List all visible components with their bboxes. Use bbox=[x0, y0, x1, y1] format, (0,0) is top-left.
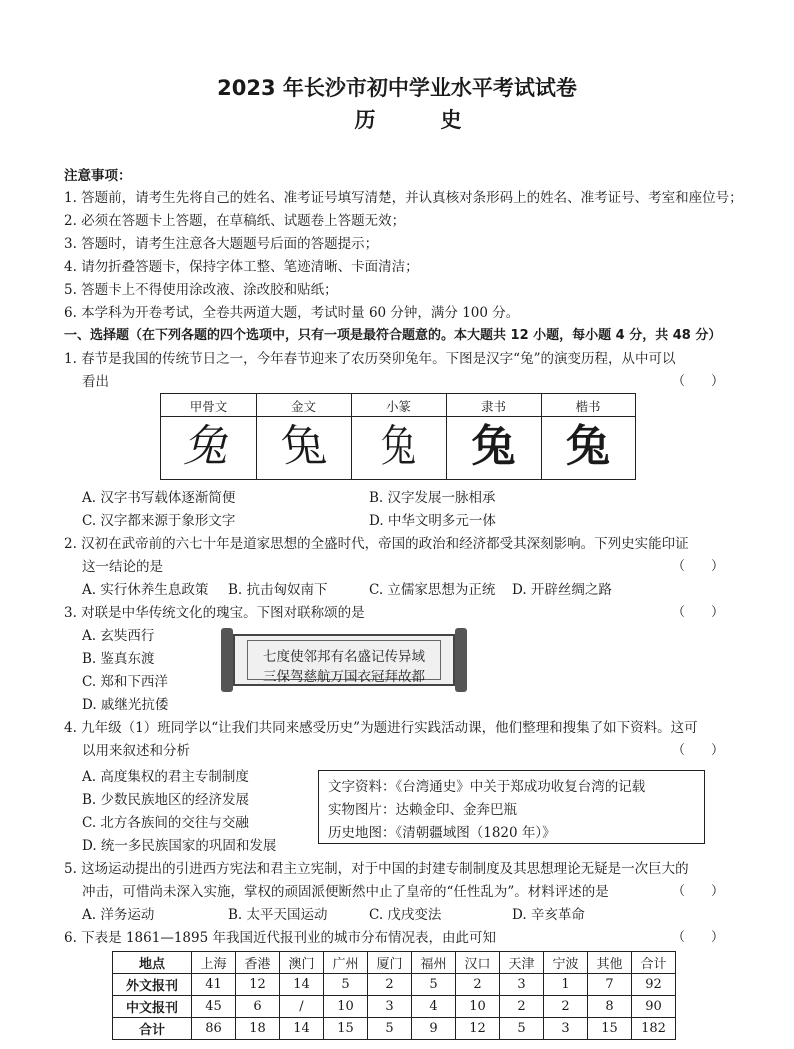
table-cell: 5 bbox=[324, 974, 368, 996]
table-header-cell: 汉口 bbox=[456, 952, 500, 974]
table-cell: 90 bbox=[632, 996, 676, 1018]
scroll-paper bbox=[233, 634, 455, 686]
regular-glyph: 兔 bbox=[566, 421, 610, 472]
q5-option-a[interactable]: A. 洋务运动 bbox=[82, 907, 155, 923]
table-cell: 10 bbox=[324, 996, 368, 1018]
q2-option-d[interactable]: D. 开辟丝绸之路 bbox=[512, 582, 612, 598]
table-cell: 2 bbox=[544, 996, 588, 1018]
table-header-cell: 其他 bbox=[588, 952, 632, 974]
q1-option-d[interactable]: D. 中华文明多元一体 bbox=[369, 513, 496, 529]
table-header-cell: 天津 bbox=[500, 952, 544, 974]
exam-title: 2023 年长沙市初中学业水平考试试卷 bbox=[217, 76, 577, 100]
q2-stem-line2: 这一结论的是 bbox=[82, 559, 163, 575]
table-header-cell: 地点 bbox=[113, 952, 192, 974]
seal-glyph: 兔 bbox=[380, 421, 417, 472]
notice-heading: 注意事项： bbox=[64, 168, 132, 184]
oracle-glyph: 兔 bbox=[180, 421, 237, 472]
clerical-glyph: 兔 bbox=[471, 421, 516, 472]
scroll-rod-right bbox=[455, 628, 467, 692]
q2-option-a[interactable]: A. 实行休养生息政策 bbox=[82, 582, 209, 598]
material-text-source: 文字资料：《台湾通史》中关于郑成功收复台湾的记载 bbox=[328, 779, 646, 795]
answer-paren: （ ） bbox=[672, 605, 725, 620]
q1-stem-line1: 1. 春节是我国的传统节日之一，今年春节迎来了农历癸卯兔年。下图是汉字“兔”的演变历程，从中可以 bbox=[64, 351, 676, 367]
table-cell: 41 bbox=[192, 974, 236, 996]
table-cell: 5 bbox=[368, 1018, 412, 1040]
scroll-border bbox=[247, 640, 441, 685]
script-label-seal: 小篆 bbox=[385, 399, 411, 414]
q1-option-c[interactable]: C. 汉字都来源于象形文字 bbox=[82, 513, 236, 529]
subject-title: 历 史 bbox=[354, 108, 484, 132]
table-cell: 1 bbox=[544, 974, 588, 996]
table-cell: 5 bbox=[412, 974, 456, 996]
script-label-bronze: 金文 bbox=[290, 399, 316, 414]
q5-stem-line2: 冲击，可惜尚未深入实施，掌权的顽固派便断然中止了皇帝的“任性乱为”。材料评述的是 bbox=[82, 884, 609, 900]
answer-paren: （ ） bbox=[672, 930, 725, 945]
q3-option-b[interactable]: B. 鉴真东渡 bbox=[82, 651, 155, 667]
q1-stem-line2: 看出 bbox=[82, 374, 109, 390]
table-cell: 3 bbox=[368, 996, 412, 1018]
table-row-label: 外文报刊 bbox=[113, 974, 192, 996]
table-cell: 2 bbox=[500, 996, 544, 1018]
table-cell: 2 bbox=[368, 974, 412, 996]
q4-option-c[interactable]: C. 北方各族间的交往与交融 bbox=[82, 815, 249, 831]
table-row-label: 合计 bbox=[113, 1018, 192, 1040]
notice-item: 3. 答题时，请考生注意各大题题号后面的答题提示； bbox=[64, 236, 379, 252]
table-cell: 15 bbox=[588, 1018, 632, 1040]
table-row bbox=[113, 996, 676, 1018]
table-cell: 18 bbox=[236, 1018, 280, 1040]
q5-option-b[interactable]: B. 太平天国运动 bbox=[228, 907, 328, 923]
q5-option-d[interactable]: D. 辛亥革命 bbox=[512, 907, 585, 923]
table-header-cell: 厦门 bbox=[368, 952, 412, 974]
q4-option-a[interactable]: A. 高度集权的君主专制制度 bbox=[82, 769, 249, 785]
table-cell: 5 bbox=[500, 1018, 544, 1040]
notice-item: 5. 答题卡上不得使用涂改液、涂改胶和贴纸； bbox=[64, 282, 338, 298]
table-header-cell: 广州 bbox=[324, 952, 368, 974]
table-cell: / bbox=[280, 996, 324, 1018]
section-heading: 一、选择题（在下列各题的四个选项中，只有一项是最符合题意的。本大题共 12 小题，每小题 4 分，共 48 分） bbox=[64, 328, 722, 343]
q2-option-b[interactable]: B. 抗击匈奴南下 bbox=[228, 582, 328, 598]
table-cell: 6 bbox=[236, 996, 280, 1018]
table-cell: 45 bbox=[192, 996, 236, 1018]
table-header-cell: 香港 bbox=[236, 952, 280, 974]
table-cell: 182 bbox=[632, 1018, 676, 1040]
table-header-row bbox=[113, 952, 676, 974]
answer-paren: （ ） bbox=[672, 743, 725, 758]
q3-stem: 3. 对联是中华传统文化的瑰宝。下图对联称颂的是 bbox=[64, 605, 365, 621]
q3-option-c[interactable]: C. 郑和下西洋 bbox=[82, 674, 168, 690]
table-cell: 86 bbox=[192, 1018, 236, 1040]
q3-option-a[interactable]: A. 玄奘西行 bbox=[82, 628, 155, 644]
bronze-glyph: 兔 bbox=[277, 421, 330, 472]
q4-option-d[interactable]: D. 统一多民族国家的巩固和发展 bbox=[82, 838, 277, 854]
scroll-rod-left bbox=[221, 628, 233, 692]
q6-stem: 6. 下表是 1861—1895 年我国近代报刊业的城市分布情况表，由此可知 bbox=[64, 930, 496, 946]
table-row-label: 中文报刊 bbox=[113, 996, 192, 1018]
script-label-regular: 楷书 bbox=[575, 399, 601, 414]
table-header-cell: 澳门 bbox=[280, 952, 324, 974]
couplet-line-2: 三保驾慈航万国衣冠拜故都 bbox=[263, 669, 425, 685]
table-cell: 92 bbox=[632, 974, 676, 996]
q2-option-c[interactable]: C. 立儒家思想为正统 bbox=[369, 582, 496, 598]
table-header-cell: 宁波 bbox=[544, 952, 588, 974]
q1-option-b[interactable]: B. 汉字发展一脉相承 bbox=[369, 490, 496, 506]
table-header-cell: 上海 bbox=[192, 952, 236, 974]
table-cell: 12 bbox=[236, 974, 280, 996]
script-evolution-figure bbox=[160, 393, 636, 480]
answer-paren: （ ） bbox=[672, 884, 725, 899]
table-cell: 2 bbox=[456, 974, 500, 996]
notice-item: 1. 答题前，请考生先将自己的姓名、准考证号填写清楚，并认真核对条形码上的姓名、准考证号、考室和座位号； bbox=[64, 190, 743, 206]
q2-stem-line1: 2. 汉初在武帝前的六七十年是道家思想的全盛时代，帝国的政治和经济都受其深刻影响。下列史实能印证 bbox=[64, 536, 689, 552]
table-cell: 8 bbox=[588, 996, 632, 1018]
table-cell: 3 bbox=[500, 974, 544, 996]
table-header-cell: 合计 bbox=[632, 952, 676, 974]
script-label-clerical: 隶书 bbox=[480, 399, 506, 414]
table-cell: 9 bbox=[412, 1018, 456, 1040]
newspaper-distribution-table bbox=[112, 951, 676, 1040]
q3-option-d[interactable]: D. 戚继光抗倭 bbox=[82, 697, 169, 713]
table-cell: 14 bbox=[280, 1018, 324, 1040]
answer-paren: （ ） bbox=[672, 559, 725, 574]
material-artifact: 实物图片：达赖金印、金奔巴瓶 bbox=[328, 802, 517, 818]
answer-paren: （ ） bbox=[672, 374, 725, 389]
table-cell: 15 bbox=[324, 1018, 368, 1040]
q4-option-b[interactable]: B. 少数民族地区的经济发展 bbox=[82, 792, 250, 808]
q5-stem-line1: 5. 这场运动提出的引进西方宪法和君主立宪制，对于中国的封建专制制度及其思想理论无疑是一次巨大的 bbox=[64, 861, 689, 877]
notice-item: 6. 本学科为开卷考试，全卷共两道大题，考试时量 60 分钟，满分 100 分。 bbox=[64, 305, 520, 321]
table-cell: 3 bbox=[544, 1018, 588, 1040]
q5-option-c[interactable]: C. 戊戌变法 bbox=[369, 907, 442, 923]
couplet-scroll bbox=[221, 628, 467, 692]
table-header-cell: 福州 bbox=[412, 952, 456, 974]
table-cell: 4 bbox=[412, 996, 456, 1018]
script-label-oracle: 甲骨文 bbox=[189, 399, 228, 414]
table-cell: 7 bbox=[588, 974, 632, 996]
q4-materials-box bbox=[318, 770, 705, 844]
table-cell: 10 bbox=[456, 996, 500, 1018]
couplet-line-1: 七度使邻邦有名盛记传异域 bbox=[263, 649, 425, 665]
q4-stem-line2: 以用来叙述和分析 bbox=[82, 743, 190, 759]
q4-stem-line1: 4. 九年级（1）班同学以“让我们共同来感受历史”为题进行实践活动课，他们整理和搜集了如下资料。这可 bbox=[64, 720, 698, 736]
material-map: 历史地图：《清朝疆域图（1820 年）》 bbox=[328, 825, 556, 841]
q1-option-a[interactable]: A. 汉字书写载体逐渐简便 bbox=[82, 490, 236, 506]
table-cell: 12 bbox=[456, 1018, 500, 1040]
table-row bbox=[113, 974, 676, 996]
notice-item: 2. 必须在答题卡上答题，在草稿纸、试题卷上答题无效； bbox=[64, 213, 406, 229]
table-row bbox=[113, 1018, 676, 1040]
notice-item: 4. 请勿折叠答题卡，保持字体工整、笔迹清晰、卡面清洁； bbox=[64, 259, 419, 275]
table-cell: 14 bbox=[280, 974, 324, 996]
